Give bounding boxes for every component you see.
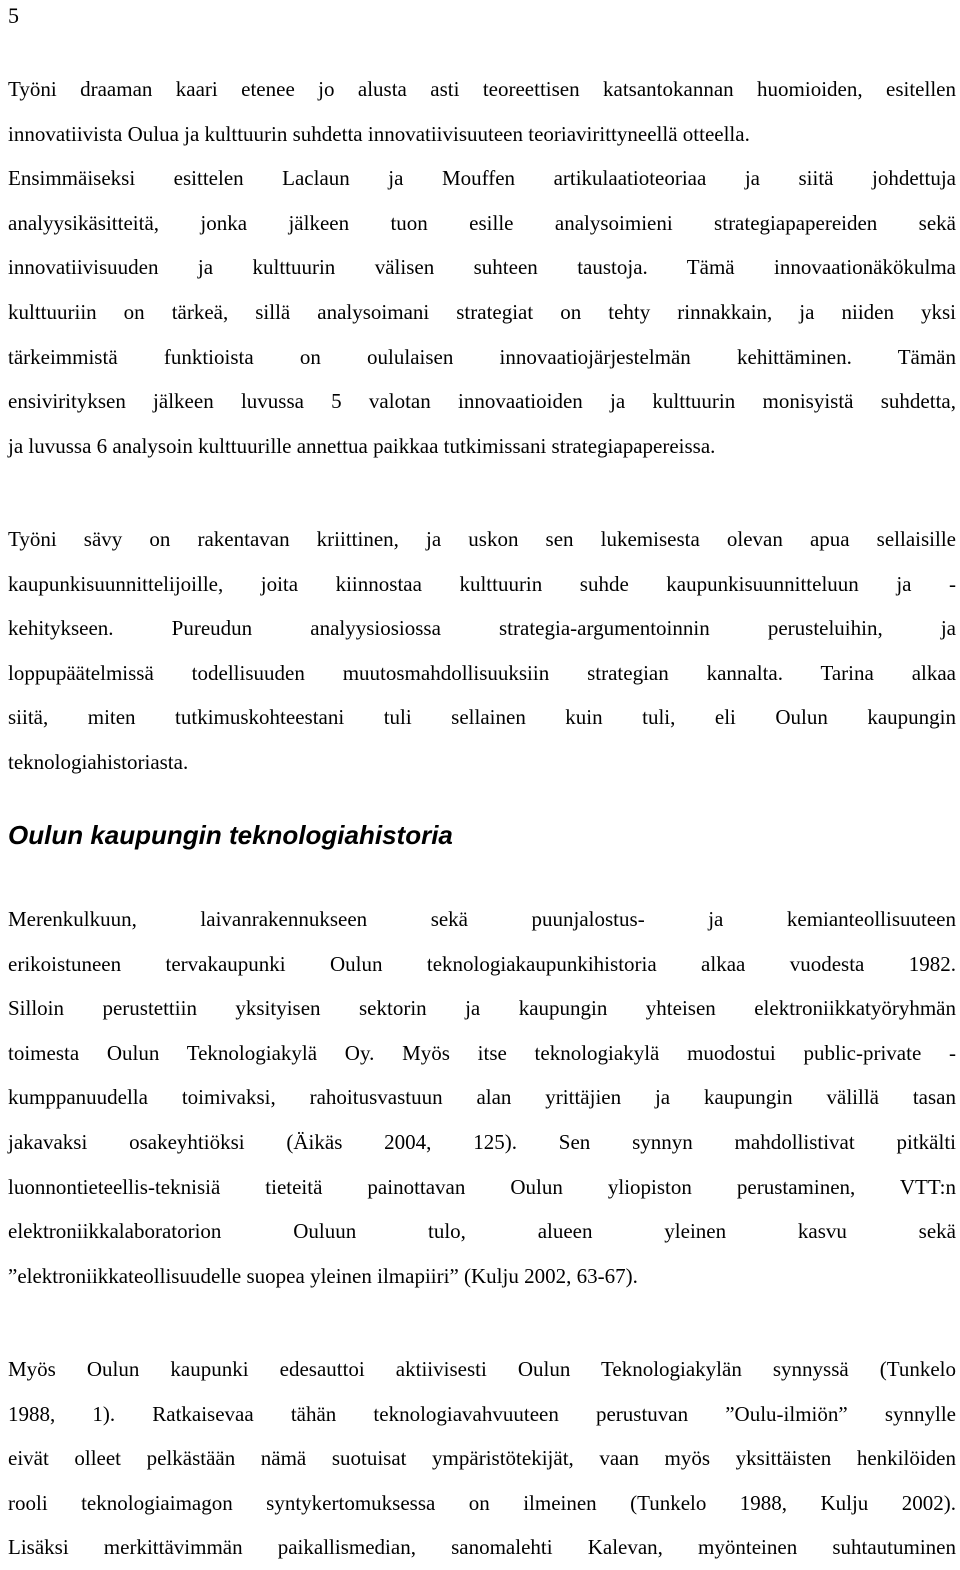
- text-line: Lisäksi merkittävimmän paikallismedian, sanomalehti Kalevan, myönteinen suhtautuminen: [8, 1535, 956, 1560]
- text-line: Työni draaman kaari etenee jo alusta asti teoreettisen katsantokannan huomioiden, esitellen: [8, 77, 956, 101]
- section-heading: Oulun kaupungin teknologiahistoria: [8, 820, 453, 850]
- text-line: Työni sävy on rakentavan kriittinen, ja uskon sen lukemisesta olevan apua sellaisille: [8, 527, 956, 551]
- text-line: ensivirityksen jälkeen luvussa 5 valotan innovaatioiden ja kulttuurin monisyistä suhdetta,: [8, 389, 956, 414]
- text-line: kumppanuudella toimivaksi, rahoitusvastuun alan yrittäjien ja kaupungin välillä tasan: [8, 1085, 956, 1110]
- text-line: loppupäätelmissä todellisuuden muutosmahdollisuuksiin strategian kannalta. Tarina alkaa: [8, 660, 956, 685]
- text-line: rooli teknologiaimagon syntykertomuksessa on ilmeinen (Tunkelo 1988, Kulju 2002).: [8, 1490, 956, 1515]
- text-line: analyysikäsitteitä, jonka jälkeen tuon esille analysoimieni strategiapapereiden sekä: [8, 210, 956, 235]
- text-line: 1988, 1). Ratkaisevaa tähän teknologiavahvuuteen perustuvan ”Oulu-ilmiön” synnylle: [8, 1401, 956, 1426]
- text-line: kulttuuriin on tärkeä, sillä analysoimani strategiat on tehty rinnakkain, ja niiden yksi: [8, 299, 956, 324]
- paragraph-history: [8, 897, 956, 1298]
- text-line: elektroniikkalaboratorion Ouluun tulo, alueen yleinen kasvu sekä: [8, 1219, 956, 1244]
- text-line: toimesta Oulun Teknologiakylä Oy. Myös itse teknologiakylä muodostui public-private -: [8, 1040, 956, 1065]
- text-line: ja luvussa 6 analysoin kulttuurille annettua paikkaa tutkimissani strategiapapereissa.: [8, 433, 716, 458]
- text-line: ”elektroniikkateollisuudelle suopea yleinen ilmapiiri” (Kulju 2002, 63-67).: [8, 1263, 638, 1288]
- text-line: kaupunkisuunnittelijoille, joita kiinnostaa kulttuurin suhde kaupunkisuunnitteluun ja -: [8, 571, 956, 596]
- text-line: teknologiahistoriasta.: [8, 749, 189, 774]
- text-line: Myös Oulun kaupunki edesauttoi aktiivisesti Oulun Teknologiakylän synnyssä (Tunkelo: [8, 1357, 956, 1381]
- text-line: erikoistuneen tervakaupunki Oulun teknologiakaupunkihistoria alkaa vuodesta 1982.: [8, 951, 956, 976]
- text-line: Merenkulkuun, laivanrakennukseen sekä puunjalostus- ja kemianteollisuuteen: [8, 907, 956, 931]
- paragraph-city: [8, 1347, 956, 1570]
- text-line: luonnontieteellis-teknisiä tieteitä painottavan Oulun yliopiston perustaminen, VTT:n: [8, 1174, 956, 1199]
- text-line: Silloin perustettiin yksityisen sektorin ja kaupungin yhteisen elektroniikkatyöryhmän: [8, 996, 956, 1021]
- text-line: kehitykseen. Pureudun analyysiosiossa strategia-argumentoinnin perusteluihin, ja: [8, 616, 956, 641]
- text-line: siitä, miten tutkimuskohteestani tuli sellainen kuin tuli, eli Oulun kaupungin: [8, 705, 956, 730]
- paragraph-tone: [8, 517, 956, 785]
- text-line: jakavaksi osakeyhtiöksi (Äikäs 2004, 125). Sen synnyn mahdollistivat pitkälti: [8, 1129, 956, 1154]
- page-number: 5: [8, 3, 19, 28]
- text-line: eivät olleet pelkästään nämä suotuisat ympäristötekijät, vaan myös yksittäisten henkilöiden: [8, 1446, 956, 1471]
- text-line: tärkeimmistä funktioista on oululaisen innovaatiojärjestelmän kehittäminen. Tämän: [8, 344, 956, 369]
- text-line: innovatiivisuuden ja kulttuurin välisen suhteen taustoja. Tämä innovaationäkökulma: [8, 255, 956, 280]
- text-line: Ensimmäiseksi esittelen Laclaun ja Mouffen artikulaatioteoriaa ja siitä johdettuja: [8, 166, 956, 191]
- text-line: innovatiivista Oulua ja kulttuurin suhdetta innovatiivisuuteen teoriavirittyneellä otteella.: [8, 121, 750, 146]
- paragraph-intro: [8, 67, 956, 468]
